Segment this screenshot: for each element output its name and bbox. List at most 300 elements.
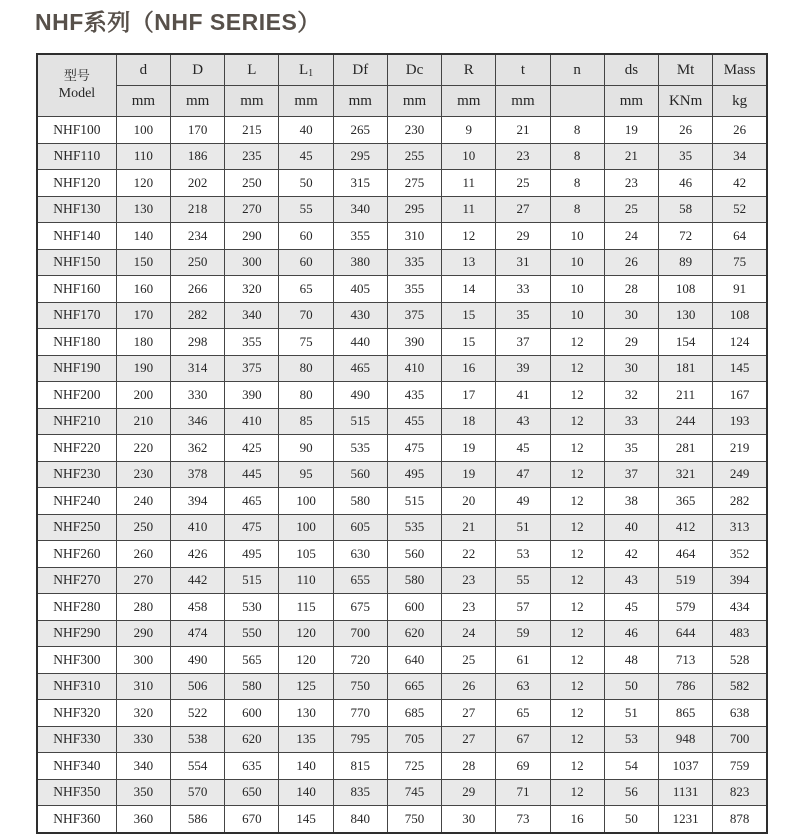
table-row-nhf310	[37, 673, 767, 700]
table-row-nhf160	[37, 276, 767, 303]
value-cell: 65	[279, 276, 333, 303]
column-unit-ds: mm	[604, 86, 658, 117]
value-cell: 55	[279, 196, 333, 223]
value-cell: 300	[225, 249, 279, 276]
value-cell: 12	[550, 461, 604, 488]
value-cell: 300	[116, 647, 170, 674]
value-cell: 105	[279, 541, 333, 568]
value-cell: 55	[496, 567, 550, 594]
model-cell: NHF160	[37, 276, 116, 303]
value-cell: 346	[171, 408, 225, 435]
column-header-mt: Mt	[659, 54, 713, 86]
column-header-l1: $L_1$	[279, 54, 333, 86]
column-unit-n	[550, 86, 604, 117]
value-cell: 13	[442, 249, 496, 276]
value-cell: 69	[496, 753, 550, 780]
value-cell: 865	[659, 700, 713, 727]
value-cell: 455	[387, 408, 441, 435]
value-cell: 1037	[659, 753, 713, 780]
value-cell: 565	[225, 647, 279, 674]
value-cell: 45	[279, 143, 333, 170]
value-cell: 360	[116, 806, 170, 833]
value-cell: 29	[442, 779, 496, 806]
value-cell: 50	[279, 170, 333, 197]
value-cell: 100	[279, 514, 333, 541]
value-cell: 72	[659, 223, 713, 250]
value-cell: 89	[659, 249, 713, 276]
value-cell: 140	[116, 223, 170, 250]
value-cell: 425	[225, 435, 279, 462]
model-cell: NHF220	[37, 435, 116, 462]
value-cell: 12	[550, 620, 604, 647]
value-cell: 218	[171, 196, 225, 223]
value-cell: 295	[387, 196, 441, 223]
value-cell: 230	[116, 461, 170, 488]
value-cell: 40	[279, 117, 333, 144]
value-cell: 948	[659, 726, 713, 753]
value-cell: 30	[604, 355, 658, 382]
value-cell: 475	[225, 514, 279, 541]
value-cell: 435	[387, 382, 441, 409]
value-cell: 495	[225, 541, 279, 568]
value-cell: 570	[171, 779, 225, 806]
column-unit-dc: mm	[387, 86, 441, 117]
value-cell: 211	[659, 382, 713, 409]
value-cell: 11	[442, 196, 496, 223]
value-cell: 535	[333, 435, 387, 462]
value-cell: 41	[496, 382, 550, 409]
value-cell: 130	[279, 700, 333, 727]
table-row-nhf170	[37, 302, 767, 329]
value-cell: 43	[604, 567, 658, 594]
value-cell: 795	[333, 726, 387, 753]
table-row-nhf140	[37, 223, 767, 250]
value-cell: 120	[116, 170, 170, 197]
column-unit-mt: KNm	[659, 86, 713, 117]
value-cell: 24	[604, 223, 658, 250]
value-cell: 815	[333, 753, 387, 780]
value-cell: 60	[279, 249, 333, 276]
value-cell: 45	[496, 435, 550, 462]
value-cell: 290	[225, 223, 279, 250]
value-cell: 219	[713, 435, 767, 462]
value-cell: 630	[333, 541, 387, 568]
value-cell: 190	[116, 355, 170, 382]
value-cell: 16	[442, 355, 496, 382]
value-cell: 63	[496, 673, 550, 700]
value-cell: 110	[116, 143, 170, 170]
value-cell: 65	[496, 700, 550, 727]
value-cell: 434	[713, 594, 767, 621]
value-cell: 315	[333, 170, 387, 197]
model-cell: NHF260	[37, 541, 116, 568]
value-cell: 281	[659, 435, 713, 462]
value-cell: 14	[442, 276, 496, 303]
table-row-nhf180	[37, 329, 767, 356]
value-cell: 67	[496, 726, 550, 753]
value-cell: 25	[496, 170, 550, 197]
value-cell: 725	[387, 753, 441, 780]
column-header-n: n	[550, 54, 604, 86]
value-cell: 73	[496, 806, 550, 833]
value-cell: 670	[225, 806, 279, 833]
value-cell: 394	[713, 567, 767, 594]
value-cell: 12	[550, 567, 604, 594]
value-cell: 120	[279, 647, 333, 674]
value-cell: 620	[387, 620, 441, 647]
value-cell: 640	[387, 647, 441, 674]
value-cell: 75	[279, 329, 333, 356]
value-cell: 355	[225, 329, 279, 356]
table-row-nhf330	[37, 726, 767, 753]
value-cell: 282	[171, 302, 225, 329]
value-cell: 91	[713, 276, 767, 303]
value-cell: 266	[171, 276, 225, 303]
value-cell: 260	[116, 541, 170, 568]
value-cell: 823	[713, 779, 767, 806]
value-cell: 64	[713, 223, 767, 250]
model-cell: NHF330	[37, 726, 116, 753]
value-cell: 53	[604, 726, 658, 753]
value-cell: 124	[713, 329, 767, 356]
value-cell: 445	[225, 461, 279, 488]
value-cell: 355	[387, 276, 441, 303]
value-cell: 51	[604, 700, 658, 727]
value-cell: 412	[659, 514, 713, 541]
value-cell: 37	[604, 461, 658, 488]
model-cell: NHF250	[37, 514, 116, 541]
column-unit-t: mm	[496, 86, 550, 117]
value-cell: 8	[550, 170, 604, 197]
model-cell: NHF270	[37, 567, 116, 594]
column-header-r: R	[442, 54, 496, 86]
value-cell: 720	[333, 647, 387, 674]
value-cell: 320	[225, 276, 279, 303]
value-cell: 290	[116, 620, 170, 647]
value-cell: 270	[225, 196, 279, 223]
value-cell: 42	[604, 541, 658, 568]
value-cell: 170	[171, 117, 225, 144]
header-row-labels	[37, 54, 767, 86]
column-unit-l: mm	[225, 86, 279, 117]
value-cell: 235	[225, 143, 279, 170]
value-cell: 426	[171, 541, 225, 568]
value-cell: 27	[496, 196, 550, 223]
value-cell: 12	[550, 435, 604, 462]
value-cell: 255	[387, 143, 441, 170]
value-cell: 12	[550, 673, 604, 700]
value-cell: 25	[442, 647, 496, 674]
table-row-nhf220	[37, 435, 767, 462]
value-cell: 298	[171, 329, 225, 356]
model-cell: NHF280	[37, 594, 116, 621]
value-cell: 330	[116, 726, 170, 753]
value-cell: 700	[713, 726, 767, 753]
value-cell: 59	[496, 620, 550, 647]
value-cell: 1131	[659, 779, 713, 806]
value-cell: 340	[333, 196, 387, 223]
value-cell: 745	[387, 779, 441, 806]
value-cell: 32	[604, 382, 658, 409]
value-cell: 52	[713, 196, 767, 223]
value-cell: 522	[171, 700, 225, 727]
value-cell: 12	[550, 329, 604, 356]
value-cell: 330	[171, 382, 225, 409]
value-cell: 30	[442, 806, 496, 833]
value-cell: 60	[279, 223, 333, 250]
column-unit-d: mm	[171, 86, 225, 117]
value-cell: 230	[387, 117, 441, 144]
value-cell: 140	[279, 779, 333, 806]
column-header-model	[37, 54, 116, 117]
table-row-nhf280	[37, 594, 767, 621]
model-cell: NHF110	[37, 143, 116, 170]
value-cell: 71	[496, 779, 550, 806]
value-cell: 170	[116, 302, 170, 329]
value-cell: 22	[442, 541, 496, 568]
value-cell: 600	[387, 594, 441, 621]
value-cell: 186	[171, 143, 225, 170]
value-cell: 335	[387, 249, 441, 276]
value-cell: 37	[496, 329, 550, 356]
table-row-nhf150	[37, 249, 767, 276]
value-cell: 465	[225, 488, 279, 515]
value-cell: 380	[333, 249, 387, 276]
value-cell: 350	[116, 779, 170, 806]
value-cell: 100	[279, 488, 333, 515]
value-cell: 355	[333, 223, 387, 250]
value-cell: 835	[333, 779, 387, 806]
value-cell: 42	[713, 170, 767, 197]
value-cell: 840	[333, 806, 387, 833]
value-cell: 313	[713, 514, 767, 541]
value-cell: 85	[279, 408, 333, 435]
model-cell: NHF200	[37, 382, 116, 409]
value-cell: 8	[550, 143, 604, 170]
value-cell: 250	[225, 170, 279, 197]
table-row-nhf270	[37, 567, 767, 594]
value-cell: 21	[604, 143, 658, 170]
value-cell: 19	[604, 117, 658, 144]
value-cell: 26	[659, 117, 713, 144]
value-cell: 685	[387, 700, 441, 727]
model-cell: NHF210	[37, 408, 116, 435]
value-cell: 45	[604, 594, 658, 621]
value-cell: 410	[171, 514, 225, 541]
value-cell: 12	[550, 408, 604, 435]
value-cell: 70	[279, 302, 333, 329]
model-cell: NHF130	[37, 196, 116, 223]
value-cell: 46	[604, 620, 658, 647]
value-cell: 30	[604, 302, 658, 329]
value-cell: 250	[171, 249, 225, 276]
value-cell: 160	[116, 276, 170, 303]
table-row-nhf360	[37, 806, 767, 833]
model-cell: NHF170	[37, 302, 116, 329]
value-cell: 8	[550, 117, 604, 144]
table-row-nhf120	[37, 170, 767, 197]
model-cell: NHF350	[37, 779, 116, 806]
column-header-d: d	[116, 54, 170, 86]
value-cell: 474	[171, 620, 225, 647]
value-cell: 23	[496, 143, 550, 170]
column-unit-d: mm	[116, 86, 170, 117]
value-cell: 9	[442, 117, 496, 144]
value-cell: 95	[279, 461, 333, 488]
column-unit-df: mm	[333, 86, 387, 117]
model-cell: NHF310	[37, 673, 116, 700]
value-cell: 26	[713, 117, 767, 144]
table-row-nhf260	[37, 541, 767, 568]
value-cell: 23	[604, 170, 658, 197]
value-cell: 644	[659, 620, 713, 647]
value-cell: 150	[116, 249, 170, 276]
value-cell: 244	[659, 408, 713, 435]
value-cell: 582	[713, 673, 767, 700]
value-cell: 10	[550, 249, 604, 276]
value-cell: 320	[116, 700, 170, 727]
value-cell: 280	[116, 594, 170, 621]
value-cell: 50	[604, 673, 658, 700]
header-subscript: 1	[308, 67, 314, 79]
value-cell: 130	[116, 196, 170, 223]
value-cell: 442	[171, 567, 225, 594]
table-row-nhf200	[37, 382, 767, 409]
value-cell: 430	[333, 302, 387, 329]
model-cell: NHF360	[37, 806, 116, 833]
value-cell: 234	[171, 223, 225, 250]
model-cell: NHF100	[37, 117, 116, 144]
table-row-nhf350	[37, 779, 767, 806]
value-cell: 220	[116, 435, 170, 462]
value-cell: 1231	[659, 806, 713, 833]
value-cell: 18	[442, 408, 496, 435]
value-cell: 80	[279, 382, 333, 409]
table-row-nhf210	[37, 408, 767, 435]
column-unit-r: mm	[442, 86, 496, 117]
value-cell: 675	[333, 594, 387, 621]
value-cell: 54	[604, 753, 658, 780]
value-cell: 75	[713, 249, 767, 276]
value-cell: 12	[550, 488, 604, 515]
value-cell: 61	[496, 647, 550, 674]
value-cell: 57	[496, 594, 550, 621]
value-cell: 580	[387, 567, 441, 594]
value-cell: 515	[225, 567, 279, 594]
value-cell: 665	[387, 673, 441, 700]
model-cell: NHF320	[37, 700, 116, 727]
table-row-nhf130	[37, 196, 767, 223]
value-cell: 515	[333, 408, 387, 435]
value-cell: 19	[442, 461, 496, 488]
value-cell: 638	[713, 700, 767, 727]
value-cell: 530	[225, 594, 279, 621]
value-cell: 53	[496, 541, 550, 568]
value-cell: 464	[659, 541, 713, 568]
value-cell: 515	[387, 488, 441, 515]
value-cell: 115	[279, 594, 333, 621]
value-cell: 21	[496, 117, 550, 144]
value-cell: 310	[116, 673, 170, 700]
table-body	[37, 117, 767, 833]
value-cell: 24	[442, 620, 496, 647]
value-cell: 19	[442, 435, 496, 462]
value-cell: 12	[442, 223, 496, 250]
value-cell: 16	[550, 806, 604, 833]
value-cell: 390	[387, 329, 441, 356]
column-unit-l1: mm	[279, 86, 333, 117]
value-cell: 528	[713, 647, 767, 674]
value-cell: 878	[713, 806, 767, 833]
value-cell: 12	[550, 355, 604, 382]
value-cell: 181	[659, 355, 713, 382]
value-cell: 295	[333, 143, 387, 170]
value-cell: 108	[713, 302, 767, 329]
value-cell: 125	[279, 673, 333, 700]
table-row-nhf300	[37, 647, 767, 674]
value-cell: 35	[604, 435, 658, 462]
value-cell: 26	[442, 673, 496, 700]
value-cell: 410	[387, 355, 441, 382]
value-cell: 23	[442, 594, 496, 621]
value-cell: 519	[659, 567, 713, 594]
value-cell: 140	[279, 753, 333, 780]
value-cell: 145	[279, 806, 333, 833]
value-cell: 250	[116, 514, 170, 541]
value-cell: 38	[604, 488, 658, 515]
value-cell: 48	[604, 647, 658, 674]
value-cell: 27	[442, 726, 496, 753]
value-cell: 193	[713, 408, 767, 435]
value-cell: 29	[604, 329, 658, 356]
value-cell: 580	[225, 673, 279, 700]
value-cell: 495	[387, 461, 441, 488]
model-cell: NHF190	[37, 355, 116, 382]
value-cell: 130	[659, 302, 713, 329]
value-cell: 759	[713, 753, 767, 780]
value-cell: 506	[171, 673, 225, 700]
value-cell: 538	[171, 726, 225, 753]
value-cell: 210	[116, 408, 170, 435]
table-row-nhf250	[37, 514, 767, 541]
column-header-t: t	[496, 54, 550, 86]
value-cell: 750	[333, 673, 387, 700]
value-cell: 80	[279, 355, 333, 382]
value-cell: 108	[659, 276, 713, 303]
model-cell: NHF180	[37, 329, 116, 356]
value-cell: 535	[387, 514, 441, 541]
model-cell: NHF140	[37, 223, 116, 250]
value-cell: 12	[550, 647, 604, 674]
model-cell: NHF120	[37, 170, 116, 197]
model-cell: NHF240	[37, 488, 116, 515]
value-cell: 49	[496, 488, 550, 515]
value-cell: 31	[496, 249, 550, 276]
value-cell: 35	[496, 302, 550, 329]
value-cell: 202	[171, 170, 225, 197]
value-cell: 310	[387, 223, 441, 250]
table-row-nhf320	[37, 700, 767, 727]
value-cell: 15	[442, 329, 496, 356]
value-cell: 135	[279, 726, 333, 753]
value-cell: 110	[279, 567, 333, 594]
value-cell: 650	[225, 779, 279, 806]
value-cell: 23	[442, 567, 496, 594]
value-cell: 40	[604, 514, 658, 541]
value-cell: 43	[496, 408, 550, 435]
value-cell: 362	[171, 435, 225, 462]
value-cell: 620	[225, 726, 279, 753]
